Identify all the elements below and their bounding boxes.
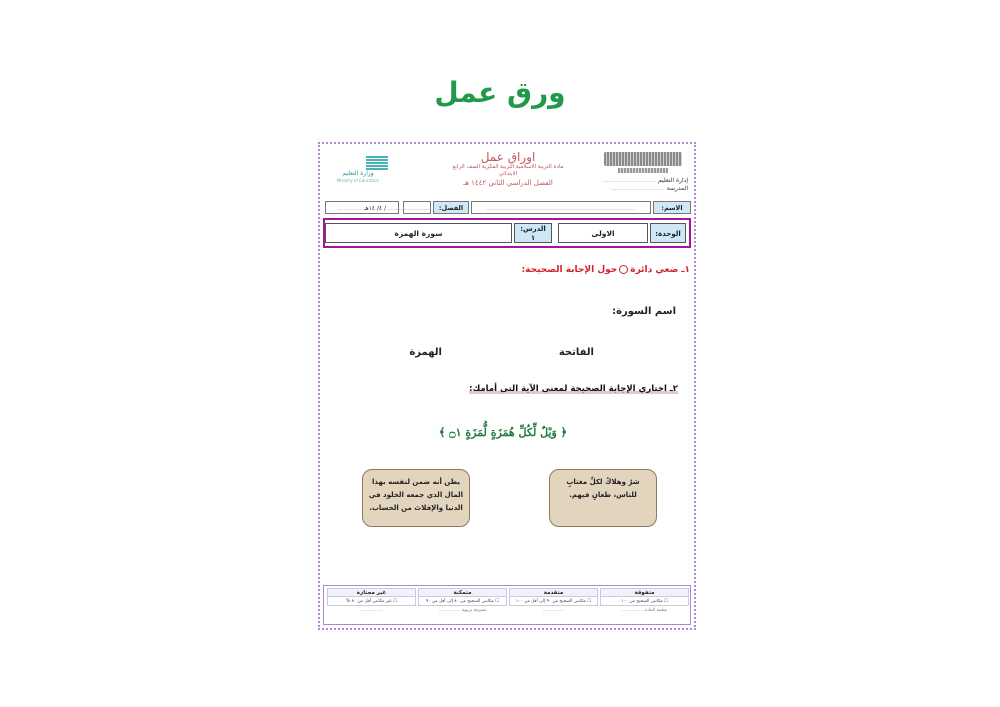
class-field[interactable]: ………………… (403, 201, 431, 214)
assessment-footer (323, 585, 691, 625)
footer-col-title: متمكنة (418, 588, 507, 597)
date-value: / ٤/ ١٤هـ (363, 205, 387, 212)
name-label: الاسم: (653, 201, 691, 214)
worksheet-header (320, 144, 694, 198)
lesson-label: الدرس: (520, 225, 546, 233)
unit-label: الوحدة: (650, 223, 686, 243)
choice-card-2[interactable]: يظن أنه ضمن لنفسه بهذا المال الذي جمعه الخلود في الدنيا والإفلاتَ من الحساب. (362, 469, 470, 527)
moe-logo-icon (366, 156, 388, 170)
footer-col-advanced (509, 588, 598, 622)
worksheet (318, 142, 696, 630)
footer-col-title: متقدمة (509, 588, 598, 597)
date-field[interactable] (325, 201, 399, 214)
question-2-heading: ٢ـ اختاري الإجابة الصحيحة لمعنى الآية التى أمامك: (469, 384, 678, 394)
moe-logo-text: وزارة التعليم (342, 170, 374, 177)
header-left (328, 156, 388, 183)
footer-col-desc[interactable]: ☐ مكانتي الصحيح من ١٠٠ (600, 597, 689, 606)
footer-col-sign: …………… (542, 608, 565, 613)
header-center (438, 150, 578, 188)
footer-col-desc[interactable]: ☐ مكانتي الصحيح من ٨٠ إلى أقل من ٩٠ (418, 597, 507, 606)
option-fatiha[interactable]: الفاتحة (558, 347, 594, 358)
ministry-subtitle-icon (618, 168, 668, 173)
footer-col-excellent (600, 588, 689, 622)
moe-logo-subtext: Ministry of Education (336, 178, 380, 183)
school-label: المدرسة (666, 185, 688, 192)
option-humaza[interactable]: الهمزة (409, 347, 442, 358)
circle-icon (619, 265, 628, 274)
name-field[interactable]: ………………………………………………………………… (471, 201, 651, 214)
term-line: الفصل الدراسي الثاني ١٤٤٢ هـ (463, 179, 553, 187)
unit-lesson-box (323, 218, 691, 248)
lesson-value: سورة الهمزة (325, 223, 512, 243)
footer-col-title: غير مجتازة (327, 588, 416, 597)
quran-verse: ﴿ وَيْلٌ لِّكُلِّ هُمَزَةٍ لُّمَزَةٍ ۝١ ﴾ (438, 426, 568, 439)
student-info-row (323, 200, 691, 216)
footer-col-desc[interactable]: ☐ مكانتي الصحيح من ٩٠ إلى أقل من ١٠٠ (509, 597, 598, 606)
footer-col-sign: …………… (360, 608, 383, 613)
worksheet-title: اوراق عمل (480, 150, 536, 164)
lesson-label-box (514, 223, 552, 243)
footer-col-title: متفوقة (600, 588, 689, 597)
footer-col-sign: مشرفة تربوية …………… (438, 608, 487, 613)
choice-card-1[interactable]: شرٌ وهلاكٌ لكلِّ مغتابٍ للناس، طعانٍ فيهم. (549, 469, 657, 527)
class-label: الفصل: (433, 201, 469, 214)
header-right (578, 152, 688, 193)
unit-value: الاولى (558, 223, 648, 243)
date-dots: ………… (337, 205, 362, 212)
admin-line (578, 177, 688, 185)
page-title: ورق عمل (434, 76, 566, 109)
footer-col-not-passed (327, 588, 416, 622)
footer-col-desc[interactable]: ☐ غير مكانتي أقل من ٨٠ % (327, 597, 416, 606)
question-1-prompt: اسم السورة: (612, 306, 676, 317)
school-line (578, 185, 688, 193)
admin-dots: ……………………… (602, 177, 657, 184)
stage-line: الابتدائي (498, 171, 518, 177)
ministry-emblem-icon (604, 152, 682, 166)
footer-col-sign: معلمة المادة …………… (621, 608, 668, 613)
subject-line: مادة التربية الاسلامية التربية الفكرية الصف الرابع (452, 164, 564, 170)
admin-label: إدارة التعليم (658, 177, 688, 184)
question-1-text-before: ١ـ ضعي دائرة (630, 265, 690, 275)
lesson-number: ١ (530, 234, 536, 242)
question-1-heading (522, 265, 690, 275)
school-dots: ……………………… (610, 185, 665, 192)
question-1-text-after: حول الإجابة الصحيحة: (521, 265, 618, 275)
footer-col-proficient (418, 588, 507, 622)
